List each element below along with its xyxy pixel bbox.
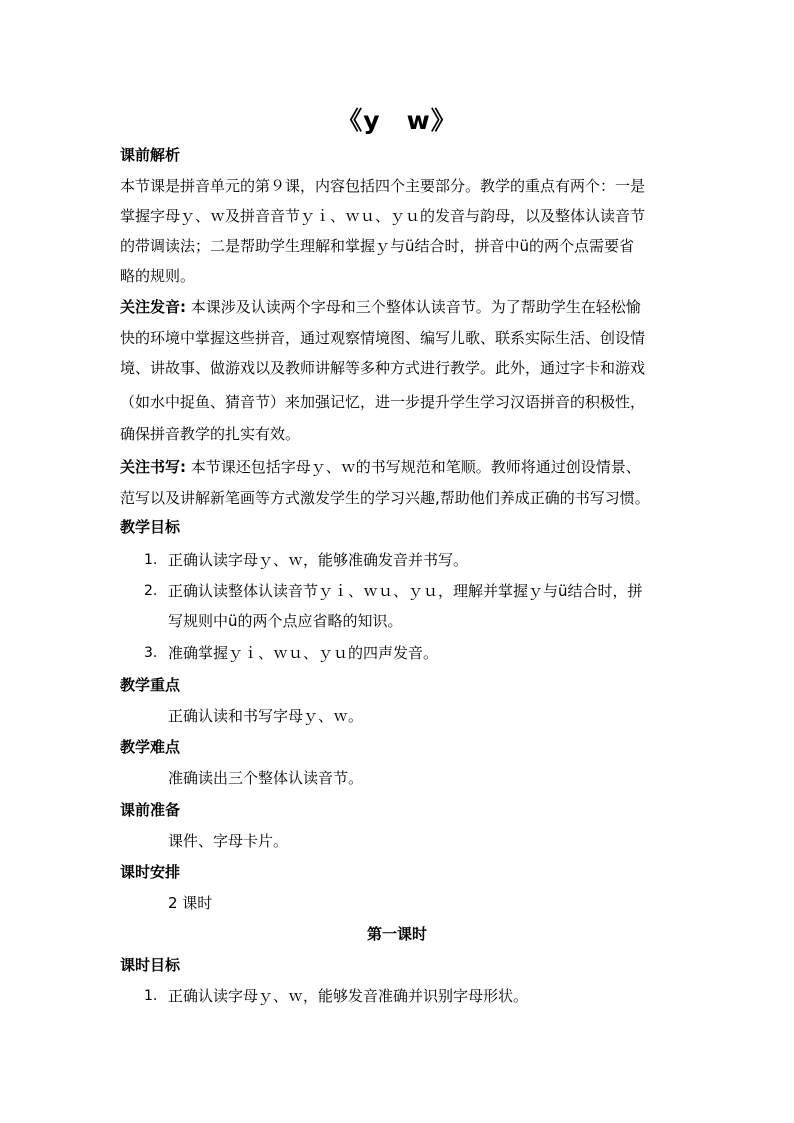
preface-line: 本节课是拼音单元的第９课，内容包括四个主要部分。教学的重点有两个：一是 <box>120 177 646 195</box>
goal-number: 1. <box>144 552 158 568</box>
goal-number: 2. <box>144 583 158 599</box>
difficulty-text: 准确读出三个整体认读音节。 <box>168 769 364 787</box>
key-text: 正确认读和书写字母ｙ、ｗ。 <box>168 707 364 725</box>
goals-heading: 教学目标 <box>120 518 181 536</box>
document-title: 《y w》 <box>337 106 457 135</box>
lesson-goal-number: 1. <box>144 988 158 1004</box>
lesson-goal-item: 正确认读字母ｙ、ｗ，能够发音准确并识别字母形状。 <box>168 987 529 1005</box>
pronunciation-line: （如水中捉鱼、猜音节）来加强记忆，进一步提升学生学习汉语拼音的积极性， <box>120 393 646 411</box>
schedule-text: 2 课时 <box>168 894 213 912</box>
pronunciation-label: 关注发音: <box>120 298 186 316</box>
pronunciation-line: 本课涉及认读两个字母和三个整体认读音节。为了帮助学生在轻松愉 <box>186 298 641 316</box>
key-heading: 教学重点 <box>120 676 181 694</box>
lesson-goals-heading: 课时目标 <box>120 956 181 974</box>
preface-line: 掌握字母ｙ、ｗ及拼音音节ｙｉ、ｗｕ、ｙｕ的发音与韵母，以及整体认读音节 <box>120 207 646 225</box>
goal-number: 3. <box>144 645 158 661</box>
lesson-one-heading: 第一课时 <box>366 925 427 943</box>
preface-heading: 课前解析 <box>120 146 181 164</box>
schedule-heading: 课时安排 <box>120 863 181 881</box>
goal-item: 正确认读字母ｙ、ｗ，能够准确发音并书写。 <box>168 551 469 569</box>
pronunciation-paragraph-start <box>120 297 680 317</box>
pronunciation-line: 境、讲故事、做游戏以及教师讲解等多种方式进行教学。此外，通过字卡和游戏 <box>120 359 646 377</box>
writing-paragraph-start <box>120 457 680 477</box>
preface-line: 的带调读法；二是帮助学生理解和掌握ｙ与ü结合时，拼音中ü的两个点需要省 <box>120 237 635 255</box>
goal-item: 正确认读整体认读音节ｙｉ、ｗｕ、ｙｕ，理解并掌握ｙ与ü结合时，拼 <box>168 582 643 600</box>
pronunciation-line: 确保拼音教学的扎实有效。 <box>120 425 301 443</box>
writing-label: 关注书写: <box>120 458 186 476</box>
difficulty-heading: 教学难点 <box>120 738 181 756</box>
preparation-text: 课件、字母卡片。 <box>168 832 289 850</box>
goal-item: 写规则中ü的两个点应省略的知识。 <box>168 612 403 630</box>
preparation-heading: 课前准备 <box>120 801 181 819</box>
pronunciation-line: 快的环境中掌握这些拼音，通过观察情境图、编写儿歌、联系实际生活、创设情 <box>120 329 646 347</box>
preface-line: 略的规则。 <box>120 267 196 285</box>
writing-line: 本节课还包括字母ｙ、ｗ的书写规范和笔顺。教师将通过创设情景、 <box>186 458 641 476</box>
goal-item: 准确掌握ｙｉ、ｗｕ、ｙｕ的四声发音。 <box>168 644 439 662</box>
writing-line: 范写以及讲解新笔画等方式激发学生的学习兴趣,帮助他们养成正确的书写习惯。 <box>120 489 650 507</box>
